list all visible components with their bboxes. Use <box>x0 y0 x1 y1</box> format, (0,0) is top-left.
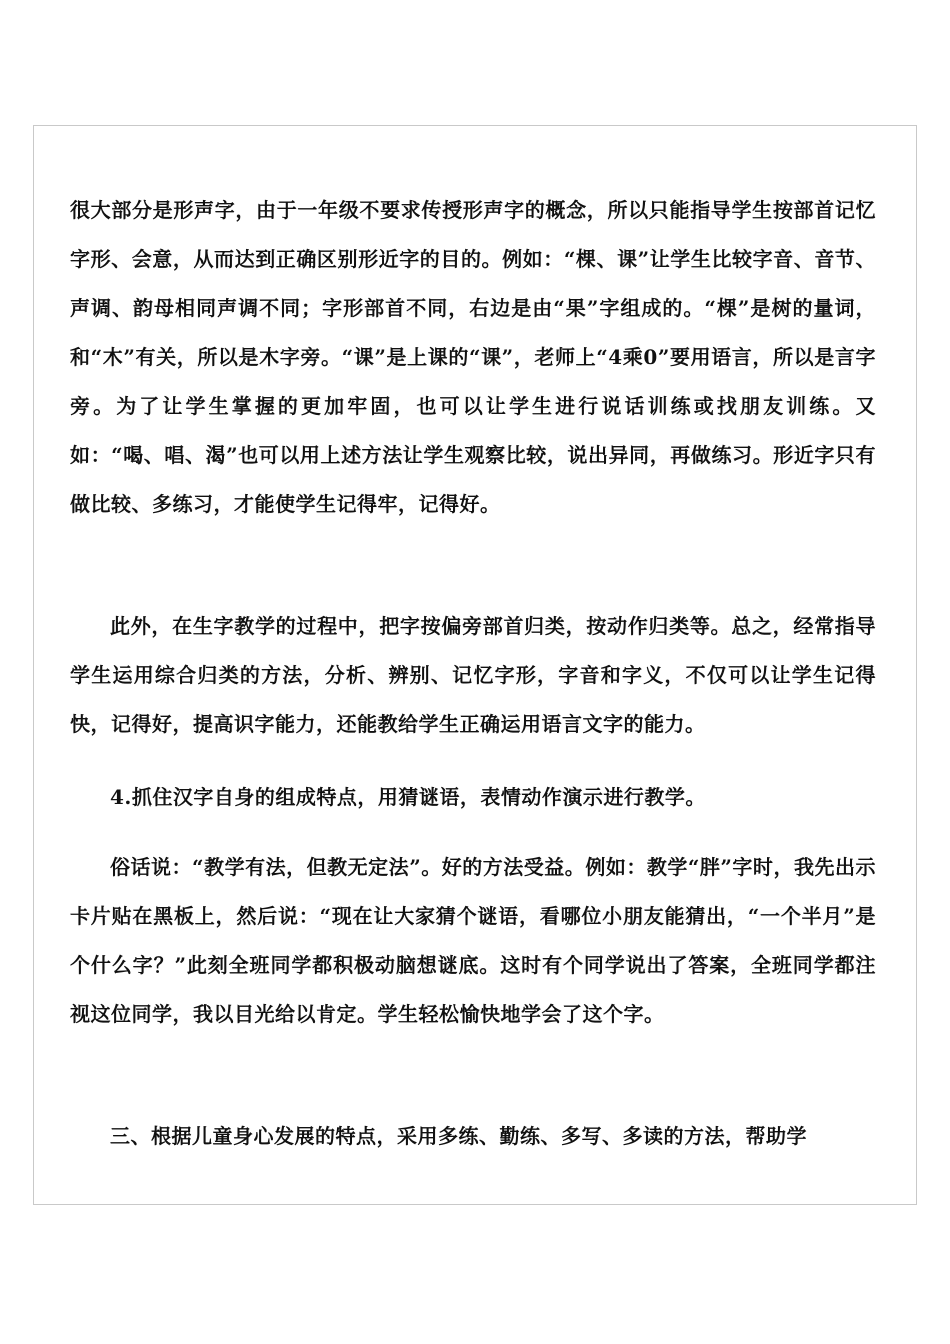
section-heading-practice: 三、根据儿童身心发展的特点，采用多练、勤练、多写、多读的方法，帮助学 <box>110 1124 807 1148</box>
body-paragraph-classification: 此外，在生字教学的过程中，把字按偏旁部首归类，按动作归类等。总之，经常指导学生运用综合归类的方法，分析、辨别、记忆字形，字音和字义，不仅可以让学生记得快，记得好，提高识字能力，还能教给学生正确运用语言文字的能力。 <box>70 614 876 736</box>
body-paragraph-riddle-example: 俗话说：“教学有法，但教无定法”。好的方法受益。例如：教学“胖”字时，我先出示卡片贴在黑板上，然后说：“现在让大家猜个谜语，看哪位小朋友能猜出，“一个半月”是个什么字？”此刻全班同学都积极动脑想谜底。这时有个同学说出了答案，全班同学都注视这位同学，我以目光给以肯定。学生轻松愉快地学会了这个字。 <box>70 855 876 1026</box>
body-paragraph-similar-characters: 很大部分是形声字，由于一年级不要求传授形声字的概念，所以只能指导学生按部首记忆字形、会意，从而达到正确区别形近字的目的。例如：“棵、课”让学生比较字音、音节、声调、韵母相同声调不同；字形部首不同，右边是由“果”字组成的。“棵”是树的量词，和“木”有关，所以是木字旁。“课”是上课的“课”，老师上“4乘0”要用语言，所以是言字旁。为了让学生掌握的更加牢固，也可以让学生进行说话训练或找朋友训练。又如：“喝、唱、渴”也可以用上述方法让学生观察比较，说出异同，再做练习。形近字只有做比较、多练习，才能使学生记得牢，记得好。 <box>70 198 876 516</box>
section-heading-riddles: 4.抓住汉字自身的组成特点，用猜谜语，表情动作演示进行教学。 <box>110 785 706 809</box>
